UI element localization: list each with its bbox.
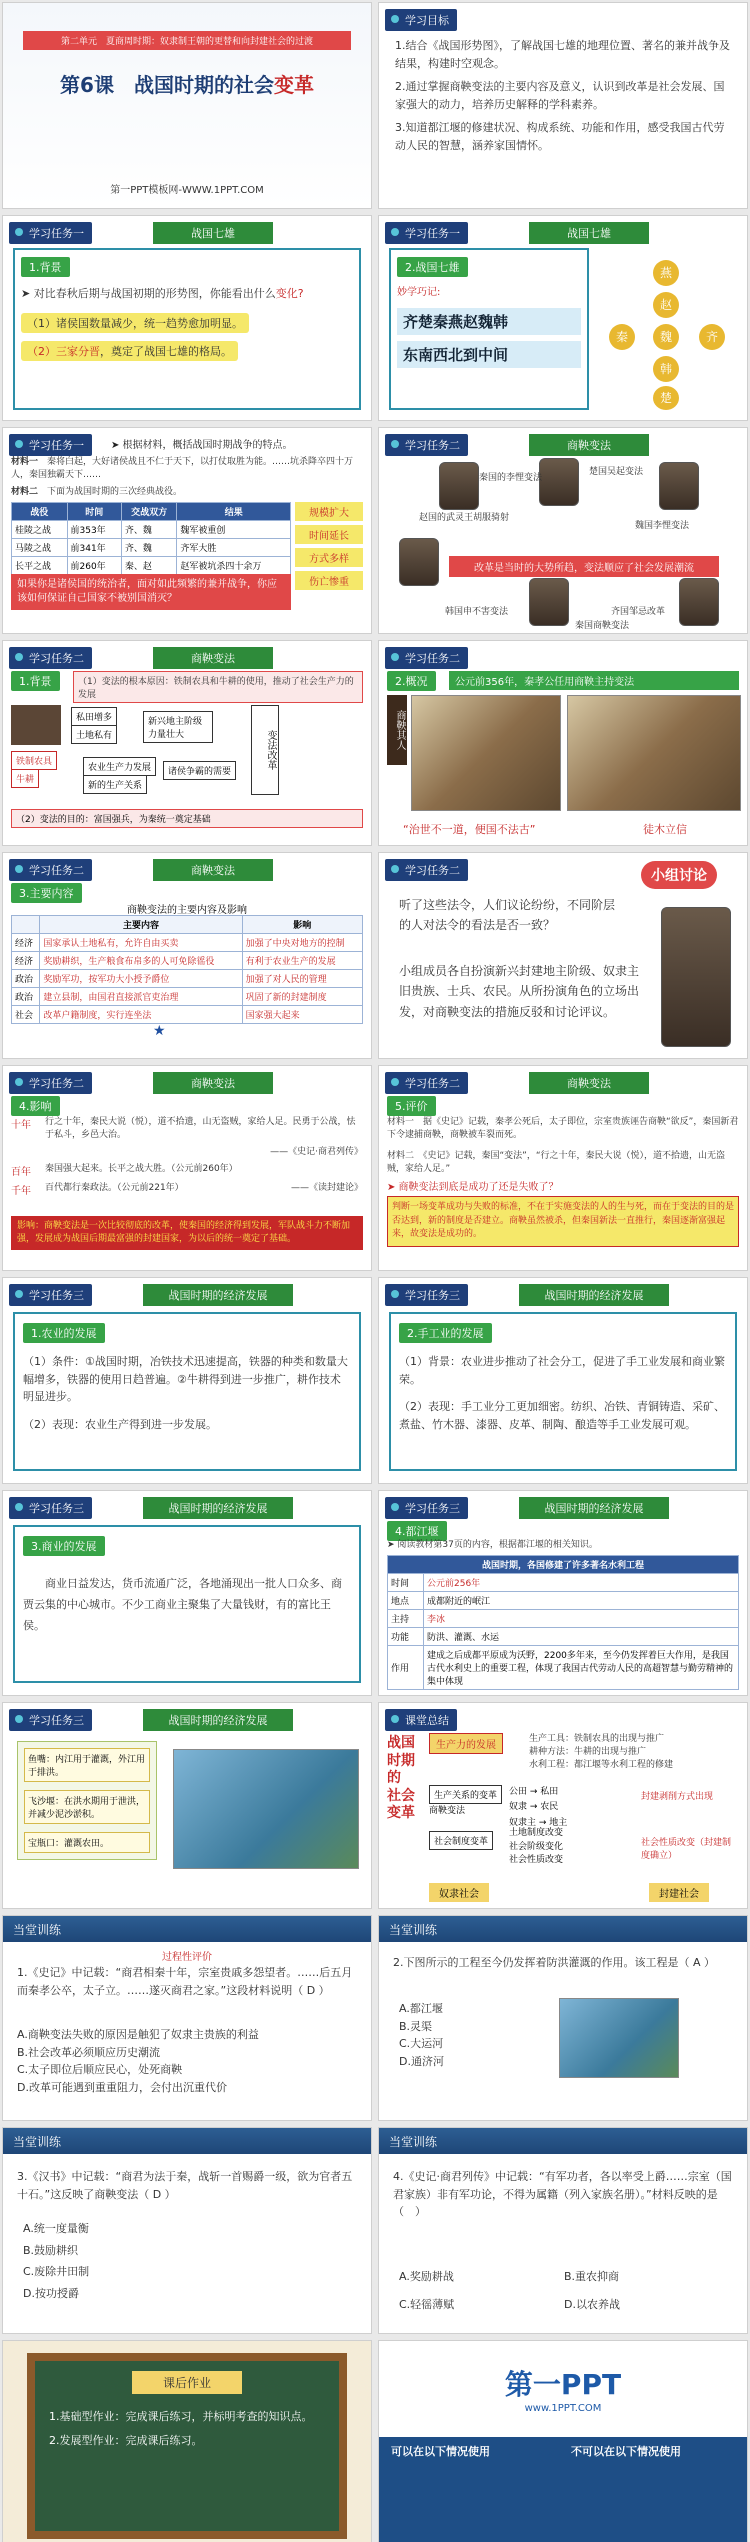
shang-yang-quote: “治世不一道，便国不法古” [403,823,536,836]
option[interactable]: D.按功授爵 [23,2286,79,2300]
flow-box: 诸侯争霸的需要 [163,761,236,780]
table-header: 主要内容 影响 [12,916,363,934]
option[interactable]: B.社会改革必须顺应历史潮流 [17,2045,161,2059]
slide-tag: 学习目标 [385,9,457,31]
table-header: 战国时期，各国修建了许多著名水利工程 [388,1556,739,1574]
slide-question: ➤ 根据材料，概括战国时期战争的特点。 [111,440,293,451]
state-node: 秦 [609,324,635,350]
impact-source: ——《史记·商君列传》 [270,1147,363,1158]
war-features-slide [2,427,372,634]
brand-header [379,2341,747,2437]
discussion-answer: 小组成员各自扮演新兴封建地主阶级、奴隶主旧贵族、士兵、农民。从所扮演角色的立场出发，对商鞅变法的措施反驳和讨论评议。 [399,964,640,1019]
figure-label: 秦国的李悝变法 [479,473,543,483]
handicraft-slide [378,1277,748,1484]
slide-tag: 学习任务二 [9,859,92,881]
sub-title: 1.背景 [21,257,70,277]
slide-tag: 学习任务一 [385,222,468,244]
reform-background-slide [2,640,372,846]
homework-slide [2,2340,372,2542]
slide-tag: 学习任务二 [9,1072,92,1094]
blackboard [27,2353,347,2539]
option[interactable]: D.通济河 [399,2054,444,2068]
flow-box: 农业生产力发展 [83,757,156,776]
table-row: 作用 建成之后成都平原成为沃野，2200多年来，至今仍发挥着巨大作用，是我国古代水利史上的重要工程，体现了我国古代劳动人民的高超智慧与勤劳精神的集中体现 [388,1646,739,1690]
forbidden-title: 不可以在以下情况使用 [571,2445,681,2458]
root-cause: （1）变法的根本原因：铁制农具和牛耕的使用，推动了社会生产力的发展 [73,671,363,703]
brand-url: www.1PPT.COM [524,2403,602,2414]
overview-band: 公元前356年，秦孝公任用商鞅主持变法 [449,671,739,690]
table-row: 主持 李冰 [388,1610,739,1628]
reform-impact-slide [2,1065,372,1271]
lesson-title-main: 第6课 战国时期的社会 [60,73,274,97]
table-row: 功能 防洪、灌溉、水运 [388,1628,739,1646]
figure-label: 魏国李悝变法 [635,521,690,531]
section-band: 商鞅变法 [529,1072,649,1094]
section-band: 战国时期的经济发展 [143,1497,293,1519]
plough-picture [11,705,61,745]
summary-slide [378,1702,748,1909]
dujiangyan-table [387,1555,739,1690]
section-band: 商鞅变法 [153,1072,273,1094]
material-1: 材料一 秦将白起，大好诸侯战且不仁于天下，以打仗取胜为能。……坑杀降卒四十万人，秦国独霸天下…… [11,457,354,481]
seven-states-slide [378,215,748,421]
material-2: 材料二 《史记》记载，秦国“变法”，“行之十年，秦民大说（悦），道不拾遗，山无盗贼，家给人足。” [387,1151,725,1175]
table-row: 桂陵之战 前353年 齐、魏 魏军被重创 [12,521,291,539]
section-band: 商鞅变法 [153,647,273,669]
dujiangyan-slide [378,1490,748,1696]
star-icon: ★ [153,1023,166,1039]
exercise-4-slide [378,2127,748,2334]
option[interactable]: A.统一度量衡 [23,2222,89,2235]
slide-tag: 学习任务二 [385,647,468,669]
agriculture-slide [2,1277,372,1484]
option[interactable]: B.灵渠 [399,2019,433,2033]
battles-table [11,502,291,575]
story-caption: 徒木立信 [643,823,687,836]
state-node: 楚 [653,386,679,410]
table-row: 政治 奖励军功，按军功大小授予爵位 加强了对人民的管理 [12,970,363,988]
answer-2: （2）三家分晋，奠定了战国七雄的格局。 [21,341,238,361]
portrait [539,458,579,506]
states-map-diagram [601,260,741,410]
slide-tag: 学习任务三 [9,1497,92,1519]
table-row: 政治 建立县制，由国君直接派官吏治理 巩固了新的封建制度 [12,988,363,1006]
exercise-photo [559,1998,679,2078]
summary-reform: 商鞅变法 [429,1806,466,1816]
summary-top: 生产力的发展 [429,1733,503,1754]
slide-tag: 学习任务二 [9,647,92,669]
slide-tag: 学习任务二 [385,434,468,456]
exercise-options [23,2220,89,2302]
exercise-2-slide [378,1915,748,2121]
shang-yang-portrait [411,695,561,811]
slide-tag: 课堂总结 [385,1709,457,1731]
structure-label: 鱼嘴：内江用于灌溉，外江用于排洪。 [24,1748,150,1782]
dujiangyan-question: ➤ 阅读教材第37页的内容，根据都江堰的相关知识。 [387,1540,598,1550]
table-row: 马陵之战 前341年 齐、魏 齐军大胜 [12,539,291,557]
state-node: 赵 [653,292,679,318]
section-band: 战国时期的经济发展 [519,1497,669,1519]
figure-label: 齐国邹忌改革 [611,607,666,617]
exercise-title: 当堂训练 [3,1916,371,1942]
mnemonic-line-1: 齐楚秦燕赵魏韩 [397,308,581,335]
material-2: 材料二 下面为战国时期的三次经典战役。 [11,487,183,497]
mnemonic-tip: 妙学巧记: [397,287,441,298]
portrait [529,578,569,626]
content-box [13,248,361,410]
exercise-title: 当堂训练 [379,1916,747,1942]
summary-trends: 土地制度改变 社会阶级变化 社会性质改变 [509,1828,564,1865]
discussion-question: 听了这些法令，人们议论纷纷，不同阶层的人对法令的看法是否一致？ [399,898,616,933]
objective-item: 1.结合《战国形势图》，了解战国七雄的地理位置、著名的兼并战争及结果，构建时空观念。 [395,39,730,70]
discussion-badge: 小组讨论 [641,861,717,889]
section-band: 战国七雄 [153,222,273,244]
table-row: 社会 改革户籍制度，实行连坐法 国家强大起来 [12,1006,363,1024]
sub-title: 1.农业的发展 [23,1323,105,1343]
group-discussion-slide [378,852,748,1059]
exercise-question: 3.《汉书》中记载：“商君为法于秦，战斩一首赐爵一级，欲为官者五十石。”这反映了商鞅变法（ D ） [17,2170,353,2201]
state-node: 魏 [653,324,679,350]
agri-performance: （2）表现：农业生产得到进一步发展。 [23,1417,217,1431]
flow-box: 新兴地主阶级力量壮大 [143,711,213,743]
portrait [659,462,699,510]
reform-content-slide [2,852,372,1059]
evaluation-question: ➤ 商鞅变法到底是成功了还是失败了？ [387,1182,559,1193]
exercise-1-slide [2,1915,372,2121]
homework-item: 1.基础型作业：完成课后练习，并标明考查的知识点。 [49,2410,313,2423]
option[interactable]: A.都江堰 [399,2002,443,2015]
material-1: 材料一 据《史记》记载，秦孝公死后，太子即位，宗室贵族诬告商鞅“欲反”，秦国新君下令逮捕商鞅，商鞅被车裂而死。 [387,1117,739,1141]
summary-change: 社会制度变革 [429,1831,493,1850]
impact-row: 十年 行之十年，秦民大说（悦），道不拾遗，山无盗贼，家给人足。民勇于公战，怯于私斗，乡邑大治。 [11,1117,356,1141]
exercise-question: 1.《史记》中记载：“商君相秦十年，宗室贵戚多怨望者。……后五月而秦孝公卒，太子立。……遂灭商君之家。”这段材料说明（ D ） [17,1966,353,1997]
sub-title: 2.手工业的发展 [399,1323,492,1343]
reform-table-wrap [11,915,363,1024]
option[interactable]: C.轻徭薄赋 [399,2297,455,2311]
exercise-title: 当堂训练 [379,2128,747,2154]
figure-label: 韩国申不害变法 [445,607,509,617]
reform-banner: 改革是当时的大势所趋，变法顺应了社会发展潮流 [449,556,719,577]
objectives-list [395,37,735,155]
dujiangyan-photo [173,1749,359,1869]
impact-list [11,1116,363,1197]
table-row: 经济 国家承认土地私有，允许自由买卖 加强了中央对地方的控制 [12,934,363,952]
feature-item: 伤亡惨重 [295,571,363,590]
option[interactable]: A.奖励耕战 [399,2270,454,2283]
objective-item: 3.知道都江堰的修建状况、构成系统、功能和作用，感受我国古代劳动人民的智慧，涵养家国情怀。 [395,121,725,152]
reform-box: 变法改革 [251,705,279,795]
title-slide [2,2,372,209]
homework-title: 课后作业 [132,2371,242,2394]
portrait [399,538,439,586]
content-box [389,1312,737,1471]
summary-result-2: 社会性质改变（封建制度确立） [641,1838,732,1861]
slide-tag: 学习任务三 [385,1284,468,1306]
lesson-title [3,69,371,98]
exercise-options [399,2268,729,2313]
objectives-slide [378,2,748,209]
slide-tag: 学习任务一 [9,222,92,244]
think-note: 如果你是诸侯国的统治者，面对如此频繁的兼并战争，你应该如何保证自己国家不被别国消灭？ [11,574,291,610]
exercise-question: 4.《史记·商君列传》中记载：“有军功者，各以率受上爵……宗室（国君家族）非有军功论，不得为属籍（列入家族名册）。”材料反映的是（ ） [393,2170,732,2219]
option[interactable]: A.商鞅变法失败的原因是触犯了奴隶主贵族的利益 [17,2028,259,2041]
craft-background: （1）背景：农业进步推动了社会分工，促进了手工业发展和商业繁荣。 [399,1355,725,1386]
sub-title: 4.影响 [11,1096,60,1116]
slide-tag: 学习任务三 [385,1497,468,1519]
slide-tag: 学习任务三 [9,1284,92,1306]
sub-title: 5.评价 [387,1096,436,1116]
commerce-text: 商业日益发达，货币流通广泛，各地涌现出一批人口众多、商贾云集的中心城市。不少工商业主聚集了大量钱财，有的富比王侯。 [23,1577,342,1632]
content-box [13,1312,361,1471]
reform-table [11,915,363,1024]
state-node: 燕 [653,260,679,286]
impact-banner: 影响：商鞅变法是一次比较彻底的改革，使秦国的经济得到发展，军队战斗力不断加强，发展成为战国后期最富强的封建国家，为以后的统一奠定了基础。 [11,1216,363,1250]
impact-row: 千年 百代都行秦政法。（公元前221年） ——《读封建论》 [11,1183,363,1198]
feature-item: 时间延长 [295,525,363,544]
sub-title: 2.战国七雄 [397,257,468,277]
table-caption: 商鞅变法的主要内容及影响 [127,905,247,916]
table-row: 时间 公元前256年 [388,1574,739,1592]
structure-labels [17,1741,157,1860]
exercise-options [399,2000,444,2070]
exercise-question: 2.下图所示的工程至今仍发挥着防洪灌溉的作用。该工程是（ A ） [393,1956,716,1969]
brand-logo: 第一PPT [504,2368,622,2401]
section-band: 战国七雄 [529,222,649,244]
sub-title: 1.背景 [11,671,60,691]
lesson-title-red: 变革 [273,73,314,97]
craft-performance: （2）表现：手工业分工更加细密。纺织、冶铁、青铜铸造、采矿、煮盐、竹木器、漆器、皮革、制陶、酿造等手工业发展可观。 [399,1400,725,1431]
exercise-3-slide [2,2127,372,2334]
reform-purpose: （2）变法的目的：富国强兵，为秦统一奠定基础 [11,809,363,828]
portrait [439,462,479,510]
slide-tag: 学习任务二 [385,1072,468,1094]
option[interactable]: C.废除井田制 [23,2265,90,2279]
section-band: 商鞅变法 [529,434,649,456]
features-list [295,502,363,590]
table-row: 经济 奖励耕织，生产粮食布帛多的人可免除徭役 有利于农业生产的发展 [12,952,363,970]
flow-box: 牛耕 [11,769,39,788]
allowed-title: 可以在以下情况使用 [391,2445,490,2458]
section-band: 战国时期的经济发展 [143,1709,293,1731]
table-row: 地点 成都附近的岷江 [388,1592,739,1610]
feature-item: 规模扩大 [295,502,363,521]
section-band: 战国时期的经济发展 [519,1284,669,1306]
unit-banner: 第二单元 夏商周时期：奴隶制王朝的更替和向封建社会的过渡 [23,31,351,50]
table-row: 长平之战 前260年 秦、赵 赵军被坑杀四十余万 [12,557,291,575]
content-box [389,248,589,410]
slide-tag: 学习任务一 [9,434,92,456]
brand-text: 第一PPT模板网-WWW.1PPT.COM [110,185,264,196]
table-header: 战役 时间 交战双方 结果 [12,503,291,521]
objective-item: 2.通过掌握商鞅变法的主要内容及意义，认识到改革是社会发展、国家强大的动力，培养历史解释的学科素养。 [395,80,725,111]
sub-title: 3.商业的发展 [23,1536,105,1556]
slave-society: 奴隶社会 [429,1883,489,1902]
option[interactable]: C.大运河 [399,2037,444,2051]
exercise-title: 当堂训练 [3,2128,371,2154]
pole-trust-picture [567,695,741,811]
exercise-options [17,2026,359,2096]
summary-side-title: 战国 时期 的 社会 变革 [387,1735,415,1821]
commerce-slide [2,1490,372,1696]
flow-box: 土地私有 [71,725,117,744]
state-node: 韩 [653,356,679,382]
structure-label: 宝瓶口：灌溉农田。 [24,1832,150,1853]
flow-box: 私田增多 [71,707,117,726]
slide-tag: 学习任务三 [9,1709,92,1731]
sub-title: 3.主要内容 [11,883,82,903]
sub-title: 2.概况 [387,671,436,691]
feudal-society: 封建社会 [649,1883,709,1902]
option[interactable]: B.鼓励耕织 [23,2243,79,2257]
slide-tag: 学习任务二 [385,859,468,881]
brand-slide [378,2340,748,2542]
feature-item: 方式多样 [295,548,363,567]
seven-states-background-slide [2,215,372,421]
homework-item: 2.发展型作业：完成课后练习。 [49,2433,203,2447]
answer-1: （1）诸侯国数量减少，统一趋势愈加明显。 [21,313,249,333]
structure-label: 飞沙堰：在洪水期用于泄洪，并减少泥沙淤积。 [24,1790,150,1824]
option[interactable]: C.太子即位后顺应民心，处死商鞅 [17,2063,183,2077]
evaluation-hint: 过程性评价 [162,1952,212,1963]
mnemonic-line-2: 东南西北到中间 [397,341,581,368]
summary-land: 公田 → 私田 奴隶 → 农民 奴隶主 → 地主 [509,1787,568,1828]
figure-label: 赵国的武灵王胡服骑射 [419,513,510,523]
flow-box: 新的生产关系 [83,775,147,794]
content-box [13,1525,361,1683]
evaluation-answer: 判断一场变革成功与失败的标准，不在于实施变法的人的生与死，而在于变法的目的是否达到，新的制度是否建立。商鞅虽然被杀，但秦国新法一直推行，秦国逐渐富强起来，故变法是成功的。 [387,1196,739,1247]
dujiangyan-table-wrap [387,1555,739,1690]
section-band: 商鞅变法 [153,859,273,881]
reform-evaluation-slide [378,1065,748,1271]
shang-yang-label: 商鞅其人 [387,695,407,765]
summary-mid: 生产关系的变革 [429,1785,502,1804]
option[interactable]: B.重农抑商 [564,2270,620,2283]
figure-illustration [661,907,731,1047]
summary-result-1: 封建剥削方式出现 [641,1792,714,1802]
section-band: 战国时期的经济发展 [143,1284,293,1306]
agri-condition: （1）条件：①战国时期，冶铁技术迅速提高，铁器的种类和数量大幅增多，铁器的使用日趋普遍。②牛耕得到进一步推广，耕作技术明显进步。 [23,1355,348,1404]
portrait [679,578,719,626]
question: ➤ 对比春秋后期与战国初期的形势图，你能看出什么变化? [21,287,304,300]
state-node: 齐 [699,324,725,350]
option[interactable]: D.以农养战 [564,2297,620,2311]
impact-row: 百年 秦国强大起来。长平之战大胜。（公元前260年） [11,1164,238,1179]
battles-table-wrap [11,502,291,575]
option[interactable]: D.改革可能遇到重重阻力，会付出沉重代价 [17,2080,227,2094]
reform-figures-slide [378,427,748,634]
brand-footer [379,2437,747,2542]
reform-overview-slide [378,640,748,846]
dujiangyan-structure-slide [2,1702,372,1909]
figure-label: 秦国商鞅变法 [575,621,630,631]
figure-label: 楚国吴起变法 [589,467,644,477]
flow-box: 铁制农具 [11,751,57,770]
sub-title: 4.都江堰 [387,1521,447,1541]
summary-items: 生产工具：铁制农具的出现与推广 耕种方法：牛耕的出现与推广 水利工程：都江堰等水利工程的修建 [529,1734,674,1771]
